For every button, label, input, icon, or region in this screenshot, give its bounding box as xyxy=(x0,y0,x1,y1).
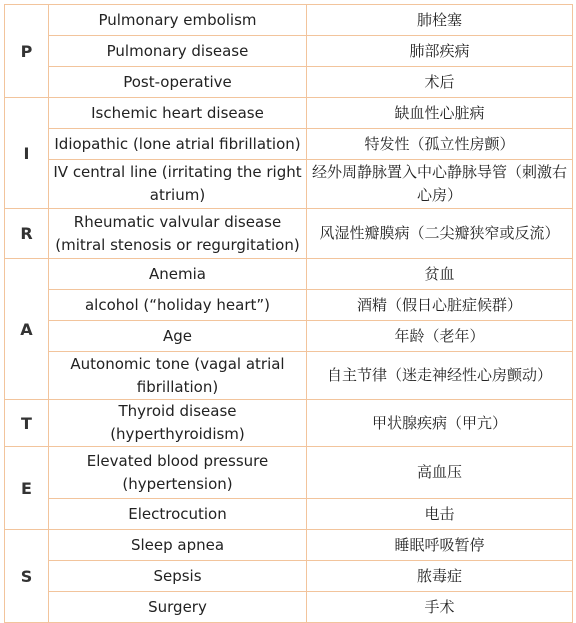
table-row xyxy=(5,530,573,561)
table-row xyxy=(5,352,573,400)
chinese-translation: 睡眠呼吸暂停 xyxy=(307,530,573,561)
table-row xyxy=(5,290,573,321)
table-row xyxy=(5,67,573,98)
english-cause: Surgery xyxy=(49,592,307,623)
english-cause: Electrocution xyxy=(49,499,307,530)
english-cause: IV central line (irritating the right atrium) xyxy=(49,160,307,209)
table-row xyxy=(5,160,573,209)
chinese-translation: 风湿性瓣膜病（二尖瓣狭窄或反流） xyxy=(307,209,573,259)
chinese-translation: 经外周静脉置入中心静脉导管（刺激右心房） xyxy=(307,160,573,209)
chinese-translation: 肺部疾病 xyxy=(307,36,573,67)
english-cause: Rheumatic valvular disease (mitral stenosis or regurgitation) xyxy=(49,209,307,259)
mnemonic-letter: R xyxy=(5,209,49,259)
chinese-translation: 电击 xyxy=(307,499,573,530)
table-row xyxy=(5,129,573,160)
table-row xyxy=(5,400,573,447)
english-cause: Ischemic heart disease xyxy=(49,98,307,129)
table-row xyxy=(5,561,573,592)
chinese-translation: 肺栓塞 xyxy=(307,5,573,36)
pirates-mnemonic-table xyxy=(4,4,573,623)
english-cause: Anemia xyxy=(49,259,307,290)
english-cause: Sleep apnea xyxy=(49,530,307,561)
mnemonic-letter: P xyxy=(5,5,49,98)
english-cause: Sepsis xyxy=(49,561,307,592)
mnemonic-letter: A xyxy=(5,259,49,400)
mnemonic-letter: S xyxy=(5,530,49,623)
table-row xyxy=(5,5,573,36)
english-cause: Idiopathic (lone atrial fibrillation) xyxy=(49,129,307,160)
mnemonic-letter: E xyxy=(5,447,49,530)
table-row xyxy=(5,321,573,352)
table-row xyxy=(5,36,573,67)
chinese-translation: 贫血 xyxy=(307,259,573,290)
table-row xyxy=(5,499,573,530)
english-cause: Thyroid disease (hyperthyroidism) xyxy=(49,400,307,447)
english-cause: Post-operative xyxy=(49,67,307,98)
table-row xyxy=(5,592,573,623)
mnemonic-letter: I xyxy=(5,98,49,209)
english-cause: Autonomic tone (vagal atrial fibrillation) xyxy=(49,352,307,400)
table-row xyxy=(5,259,573,290)
english-cause: Pulmonary disease xyxy=(49,36,307,67)
chinese-translation: 高血压 xyxy=(307,447,573,499)
chinese-translation: 手术 xyxy=(307,592,573,623)
english-cause: Age xyxy=(49,321,307,352)
english-cause: alcohol (“holiday heart”) xyxy=(49,290,307,321)
table-row xyxy=(5,209,573,259)
chinese-translation: 术后 xyxy=(307,67,573,98)
chinese-translation: 甲状腺疾病（甲亢） xyxy=(307,400,573,447)
english-cause: Elevated blood pressure (hypertension) xyxy=(49,447,307,499)
chinese-translation: 酒精（假日心脏症候群） xyxy=(307,290,573,321)
table-row xyxy=(5,447,573,499)
chinese-translation: 年龄（老年） xyxy=(307,321,573,352)
mnemonic-letter: T xyxy=(5,400,49,447)
english-cause: Pulmonary embolism xyxy=(49,5,307,36)
table-body xyxy=(5,5,573,623)
chinese-translation: 特发性（孤立性房颤） xyxy=(307,129,573,160)
table-row xyxy=(5,98,573,129)
chinese-translation: 自主节律（迷走神经性心房颤动） xyxy=(307,352,573,400)
chinese-translation: 缺血性心脏病 xyxy=(307,98,573,129)
chinese-translation: 脓毒症 xyxy=(307,561,573,592)
